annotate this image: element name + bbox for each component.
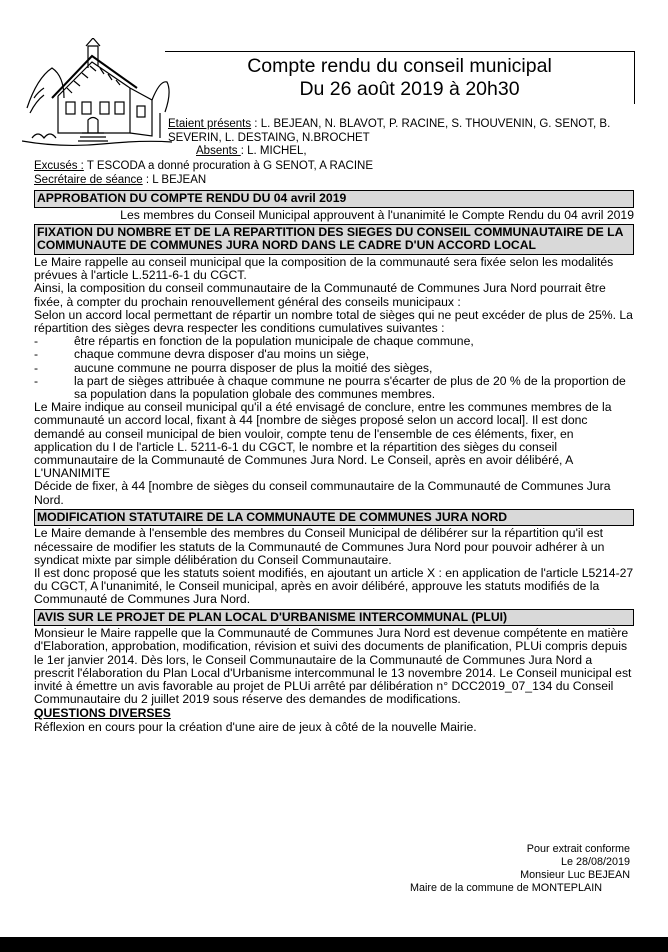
list-item <box>34 375 634 401</box>
paragraph: Le Maire indique au conseil municipal qu'il a été envisagé de conclure, entre les communes membres de la communauté un accord local, fixant à 44 [nombre de sièges proposé selon un accord local]. Il est donc demandé au conseil municipal de bien vouloir, compte tenu de l'ensemble de ces éléments, fixer, en application du I de l'article L. 5211-6-1 du CGCT, le nombre et la répartition des sièges du conseil communautaire de la Communauté de Communes Jura Nord. Le Conseil, après en avoir délibéré, A L'UNANIMITE <box>34 400 612 481</box>
list-dash: - <box>34 334 39 349</box>
section-header-modification-statutaire: MODIFICATION STATUTAIRE DE LA COMMUNAUTE DE COMMUNES JURA NORD <box>34 509 634 527</box>
list-dash: - <box>34 347 39 362</box>
excuses-row <box>34 160 634 174</box>
questions-diverses-title: QUESTIONS DIVERSES <box>34 706 171 721</box>
presents-row <box>168 118 638 145</box>
paragraph: Réflexion en cours pour la création d'une aire de jeux à côté de la nouvelle Mairie. <box>34 719 477 734</box>
list-dash: - <box>34 373 39 388</box>
secretaire-text: : L BEJEAN <box>142 173 207 186</box>
mairie-building-drawing-icon <box>22 38 172 158</box>
title-box <box>165 51 635 104</box>
presents-text: : L. BEJEAN, N. BLAVOT, P. RACINE, S. THOUVENIN, G. SENOT, B. SEVERIN, L. DESTAING, N.BROCHET <box>168 118 611 144</box>
signature-title: Maire de la commune de MONTEPLAIN <box>409 882 602 894</box>
bottom-border <box>0 937 668 952</box>
signature-date: Le 28/08/2019 <box>560 856 630 868</box>
list-item <box>34 362 634 375</box>
list-item-text: la part de sièges attribuée à chaque commune ne pourra s'écarter de plus de 20 % de la proportion de sa population dans la population globale des communes membres. <box>74 373 626 402</box>
section-header-approbation: APPROBATION DU COMPTE RENDU DU 04 avril 2019 <box>34 190 634 208</box>
absents-text: : L. MICHEL, <box>240 145 307 157</box>
section-header-fixation-sieges: FIXATION DU NOMBRE ET DE LA REPARTITION DES SIEGES DU CONSEIL COMMUNAUTAIRE DE LA COMMUNAUTE DE COMMUNES JURA NORD DANS LE CADRE D'UN ACCORD LOCAL <box>34 224 634 255</box>
excuses-text: T ESCODA a donné procuration à G SENOT, A RACINE <box>83 160 373 172</box>
excuses-label: Excusés : <box>34 160 84 172</box>
absents-row <box>168 145 638 159</box>
list-item-text: être répartis en fonction de la population municipale de chaque commune, <box>74 334 474 349</box>
paragraph: Le Maire demande à l'ensemble des membres du Conseil Municipal de délibérer sur la répartition qu'il est nécessaire de modifier les statuts de la Communauté de Communes Jura Nord pour pouvoir adhérer à un syndicat mixte par simple délibération du Conseil Communautaire. <box>34 526 605 567</box>
secretaire-label: Secrétaire de séance <box>34 173 143 186</box>
section-header-plui: AVIS SUR LE PROJET DE PLAN LOCAL D'URBANISME INTERCOMMUNAL (PLUI) <box>34 609 634 627</box>
paragraph: Les membres du Conseil Municipal approuvent à l'unanimité le Compte Rendu du 04 avril 2019 <box>120 207 634 222</box>
paragraph: Il est donc proposé que les statuts soient modifiés, en ajoutant un article X : en application de l'article L5214-27 du CGCT, A l'unanimité, le Conseil municipal, après en avoir délibéré, approuve les statuts modifiés de la Communauté de Communes Jura Nord. <box>34 566 634 607</box>
list-item-text: aucune commune ne pourra disposer de plus la moitié des sièges, <box>74 360 433 375</box>
signature-block <box>330 843 630 895</box>
attendance-block <box>168 118 638 159</box>
page-title: Compte rendu du conseil municipal <box>247 55 552 77</box>
paragraph: Monsieur le Maire rappelle que la Communauté de Communes Jura Nord est devenue compétente en matière d'Elaboration, approbation, modification, révision et suivi des documents de planification, PLUi compris depuis le 1er janvier 2014. Dès lors, le Conseil Communautaire de la Communauté de Communes Jura Nord a prescrit l'élaboration du Plan Local d'Urbanisme intercommunal le 13 novembre 2014. Le Conseil municipal est invité à émettre un avis favorable au projet de PLUi arrêté par délibération n° DCC2019_07_134 du Conseil Communautaire du 2 juillet 2019 sous réserve des demandes de modifications. <box>34 626 632 707</box>
list-item <box>34 348 634 361</box>
list-item-text: chaque commune devra disposer d'au moins un siège, <box>74 347 369 362</box>
page-subtitle-date: Du 26 août 2019 à 20h30 <box>299 78 520 100</box>
paragraph: Décide de fixer, à 44 [nombre de sièges du conseil communautaire de la Communauté de Communes Jura Nord. <box>34 479 611 507</box>
excuses-block <box>34 160 634 187</box>
list-dash: - <box>34 360 39 375</box>
absents-label: Absents <box>196 145 241 157</box>
secretaire-row <box>34 174 634 188</box>
minutes-body <box>34 188 634 734</box>
signature-name: Monsieur Luc BEJEAN <box>520 869 630 881</box>
paragraph: Ainsi, la composition du conseil communautaire de la Communauté de Communes Jura Nord pourrait être fixée, à compter du prochain renouvellement général des conseils municipaux : <box>34 281 606 309</box>
paragraph: Selon un accord local permettant de répartir un nombre total de sièges qui ne peut excéder de plus de 25%. La répartition des sièges devra respecter les conditions cumulatives suivantes : <box>34 307 633 335</box>
paragraph: Le Maire rappelle au conseil municipal que la composition de la communauté sera fixée selon les modalités prévues à l'article L.5211-6-1 du CGCT. <box>34 254 614 283</box>
signature-line: Pour extrait conforme <box>526 843 630 855</box>
presents-label: Etaient présents <box>168 118 252 130</box>
